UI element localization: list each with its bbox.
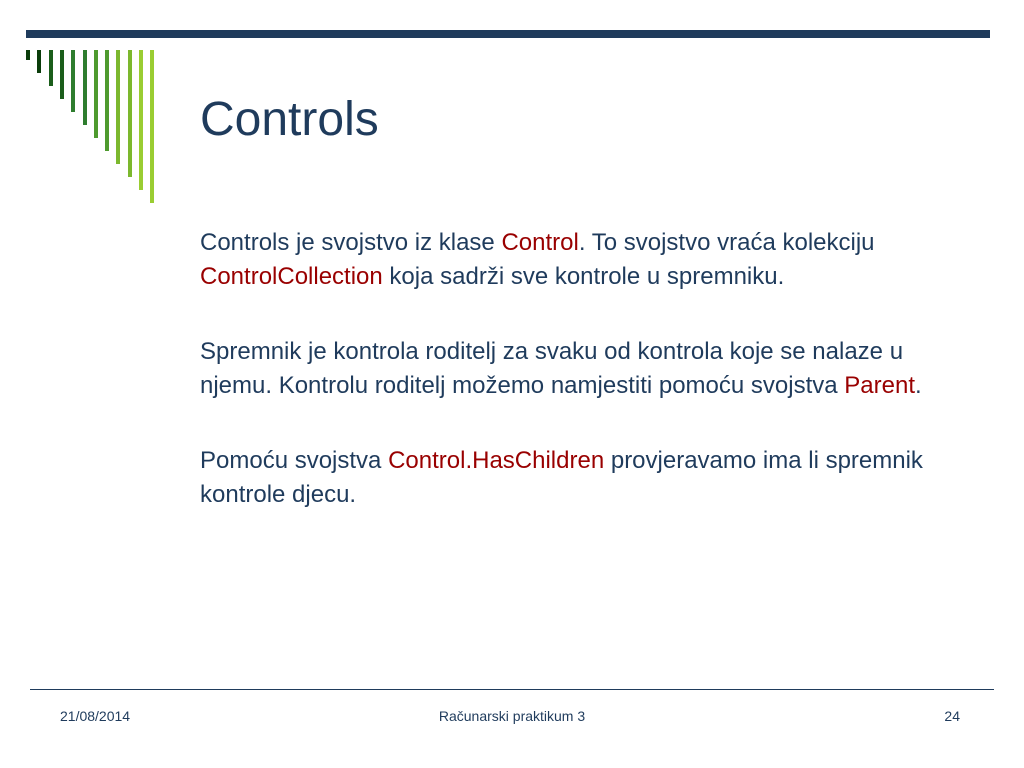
body-paragraph xyxy=(200,335,940,403)
body-text: . To svojstvo vraća kolekciju xyxy=(578,229,875,256)
stripe-decoration xyxy=(94,50,98,138)
stripe-decoration xyxy=(71,50,75,112)
stripe-decoration xyxy=(105,50,109,151)
footer-course: Računarski praktikum 3 xyxy=(438,708,586,724)
stripe-decoration xyxy=(116,50,120,164)
footer-date: 21/08/2014 xyxy=(60,708,131,724)
body-text: provjeravamo ima li spremnik kontrole djecu. xyxy=(200,447,923,508)
stripe-decoration xyxy=(139,50,143,190)
body-text: Spremnik je kontrola roditelj za svaku od kontrola koje se nalaze u njemu. Kontrolu roditelj možemo namjestiti pomoću svojstva xyxy=(200,338,904,399)
stripe-decoration xyxy=(37,50,41,73)
body-paragraph xyxy=(200,226,940,294)
top-bar xyxy=(26,30,990,38)
stripe-decoration xyxy=(26,50,30,60)
stripe-decoration xyxy=(150,50,154,203)
slide-title: Controls xyxy=(200,93,379,146)
highlighted-term: ControlCollection xyxy=(200,263,383,290)
body-text: Pomoću svojstva xyxy=(200,447,389,474)
body-paragraph xyxy=(200,444,940,512)
stripe-decoration xyxy=(83,50,87,125)
highlighted-term: Control xyxy=(501,229,579,256)
footer-divider xyxy=(30,689,994,690)
stripe-decoration xyxy=(49,50,53,86)
stripe-decoration xyxy=(128,50,132,177)
body-text: . xyxy=(915,372,922,399)
body-text: koja sadrži sve kontrole u spremniku. xyxy=(382,263,785,290)
highlighted-term: Parent xyxy=(844,372,915,399)
body-text: Controls je svojstvo iz klase xyxy=(200,229,502,256)
slide-body xyxy=(200,226,940,553)
stripe-decoration xyxy=(60,50,64,99)
highlighted-term: Control.HasChildren xyxy=(388,447,605,474)
footer-page-number: 24 xyxy=(944,708,960,724)
decorative-stripes xyxy=(26,50,176,210)
